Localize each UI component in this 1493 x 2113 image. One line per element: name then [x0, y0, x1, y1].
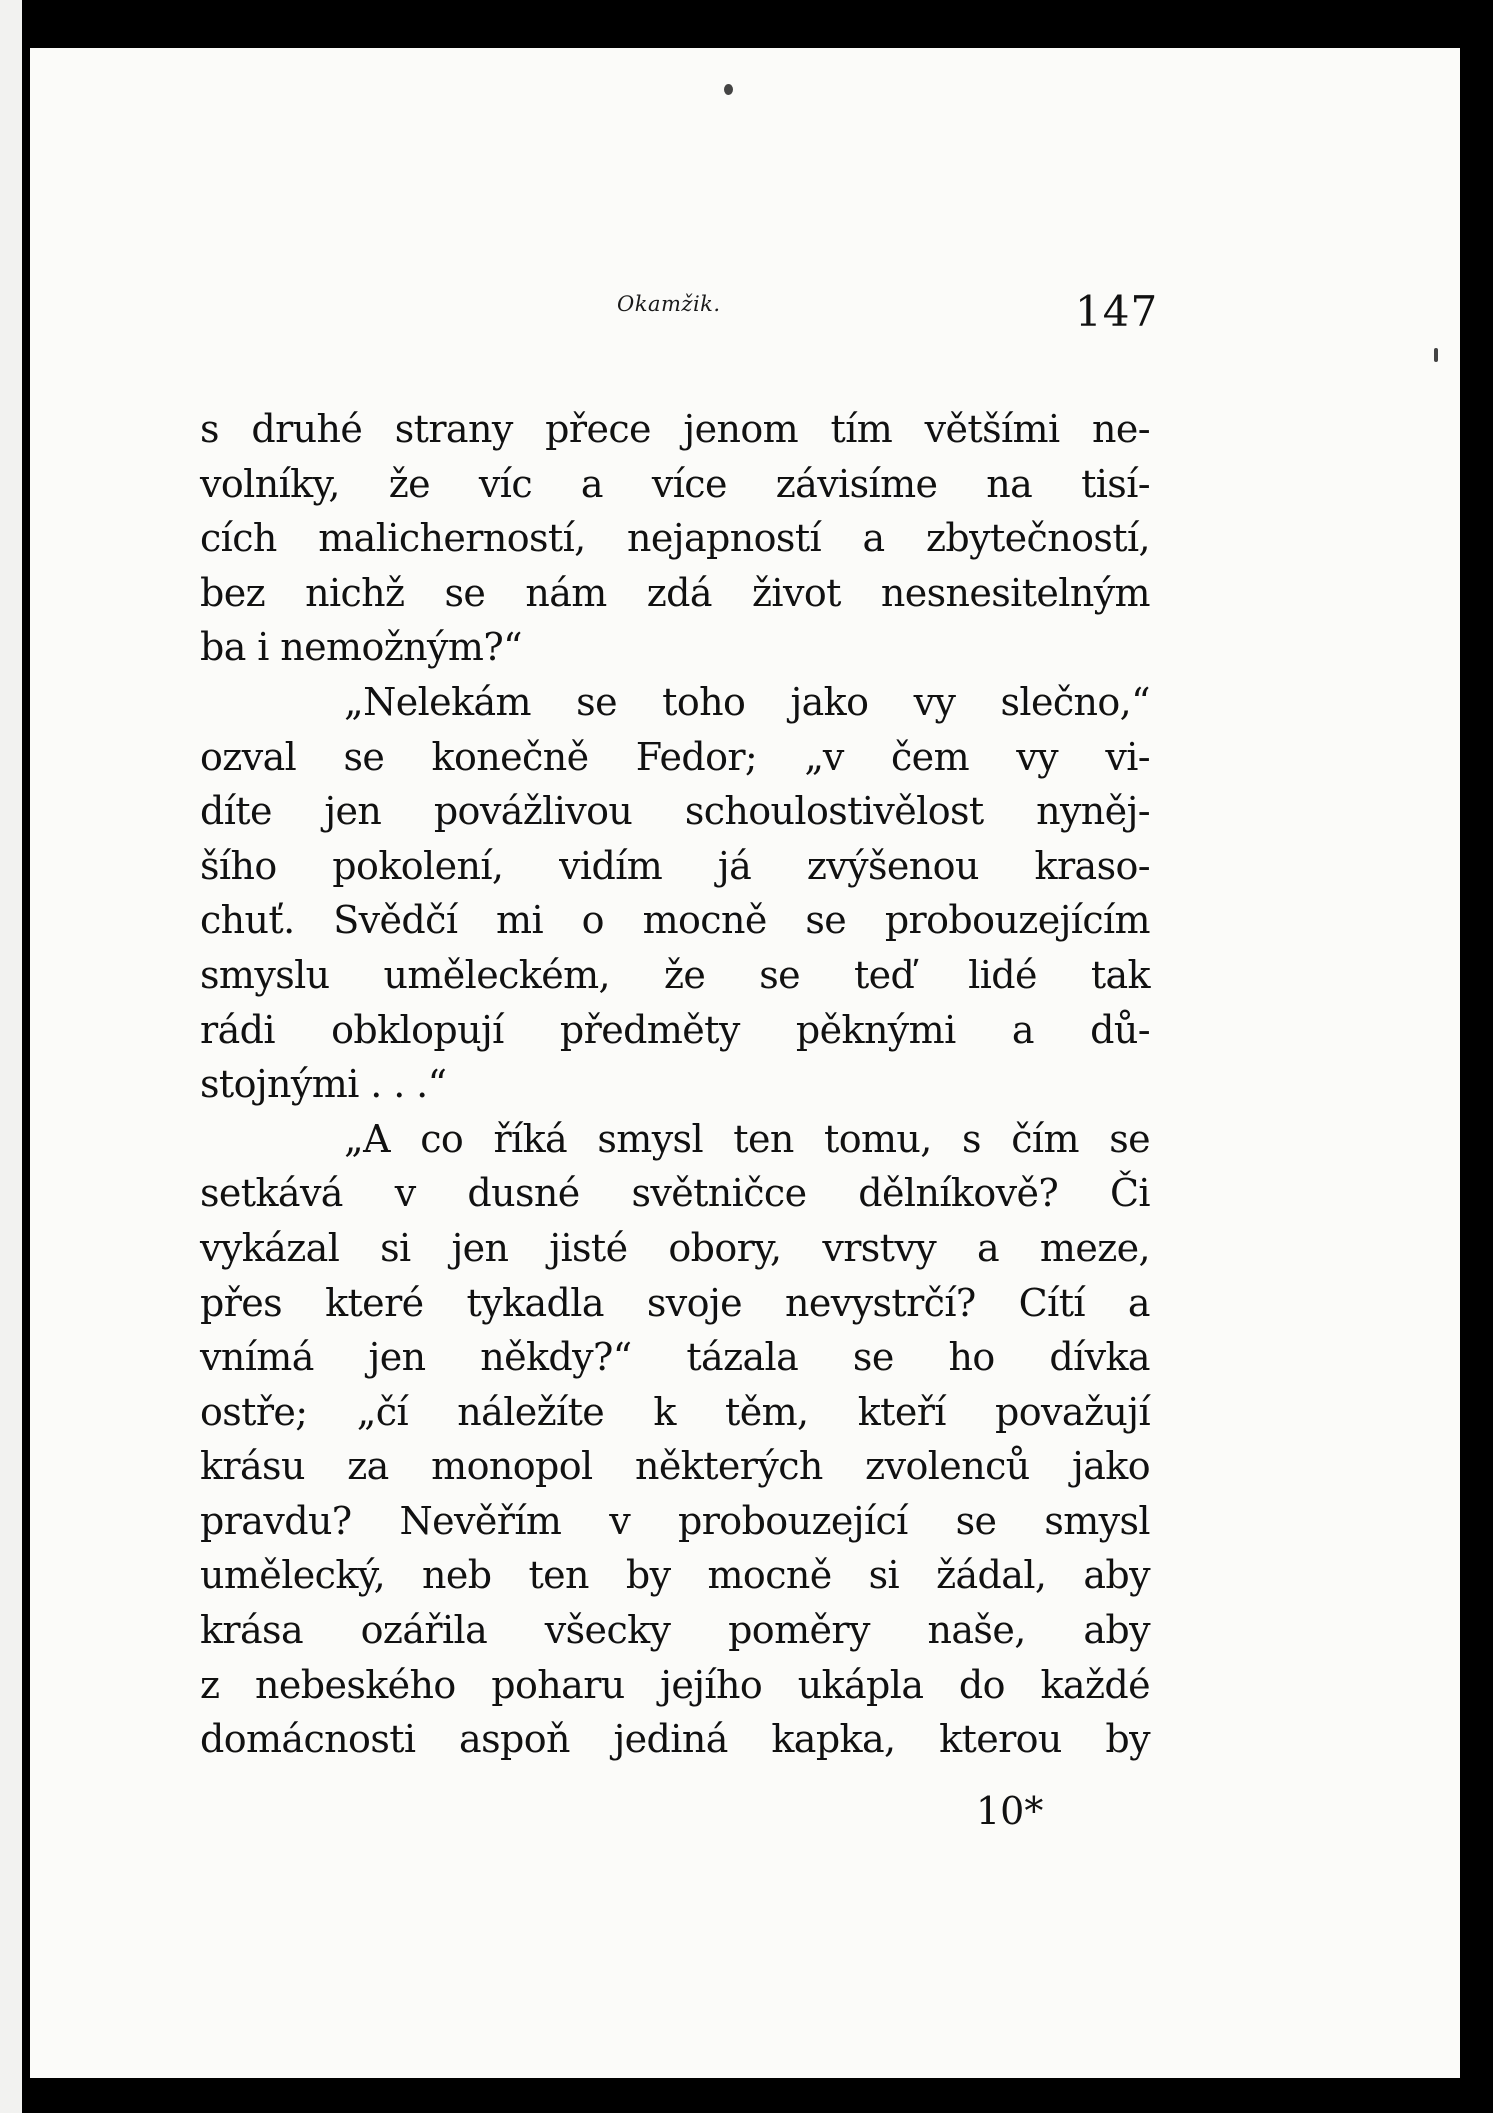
text-line: vykázal si jen jisté obory, vrstvy a meze,	[200, 1225, 1150, 1270]
text-line: krása ozářila všecky poměry naše, aby	[200, 1608, 1150, 1653]
text-line: „A co říká smysl ten tomu, s čím se	[344, 1116, 1150, 1161]
text-line: ozval se konečně Fedor; „v čem vy vi-	[200, 734, 1150, 779]
text-line: ostře; „čí náležíte k těm, kteří považují	[200, 1389, 1150, 1434]
text-line: cích malicherností, nejapností a zbytečností,	[200, 516, 1150, 561]
page-number: 147	[1075, 287, 1159, 336]
text-line: ba i nemožným?“	[200, 625, 522, 670]
text-line: rádi obklopují předměty pěknými a dů-	[200, 1007, 1150, 1052]
body-text	[200, 402, 1150, 1767]
text-line: pravdu? Nevěřím v probouzející se smysl	[200, 1498, 1150, 1543]
text-line: díte jen povážlivou schoulostivělost nyněj-	[200, 789, 1150, 834]
text-line: umělecký, neb ten by mocně si žádal, aby	[200, 1553, 1150, 1598]
text-line: setkává v dusné světničce dělníkově? Či	[200, 1171, 1150, 1216]
text-line: z nebeského poharu jejího ukápla do každé	[200, 1662, 1150, 1707]
ink-speck	[724, 84, 733, 95]
text-line: smyslu uměleckém, že se teď lidé tak	[200, 952, 1150, 997]
text-line: krásu za monopol některých zvolenců jako	[200, 1444, 1150, 1489]
gutter-shadow	[22, 0, 30, 2113]
text-line: volníky, že víc a více závisíme na tisí-	[200, 461, 1150, 506]
text-line: stojnými . . .“	[200, 1062, 447, 1107]
text-line: chuť. Svědčí mi o mocně se probouzejícím	[200, 898, 1150, 943]
text-line: šího pokolení, vidím já zvýšenou kraso-	[200, 843, 1150, 888]
text-line: vnímá jen někdy?“ tázala se ho dívka	[200, 1335, 1150, 1380]
text-line: „Nelekám se toho jako vy slečno,“	[344, 679, 1150, 724]
text-line: domácnosti aspoň jediná kapka, kterou by	[200, 1717, 1150, 1762]
book-spine-edge	[0, 0, 22, 2113]
text-line: bez nichž se nám zdá život nesnesitelným	[200, 570, 1150, 615]
signature-mark: 10*	[976, 1789, 1044, 1833]
text-line: s druhé strany přece jenom tím většími ne-	[200, 407, 1150, 451]
running-head: Okamžik.	[617, 292, 721, 316]
ink-speck	[1434, 348, 1438, 362]
text-line: přes které tykadla svoje nevystrčí? Cítí a	[200, 1280, 1150, 1325]
